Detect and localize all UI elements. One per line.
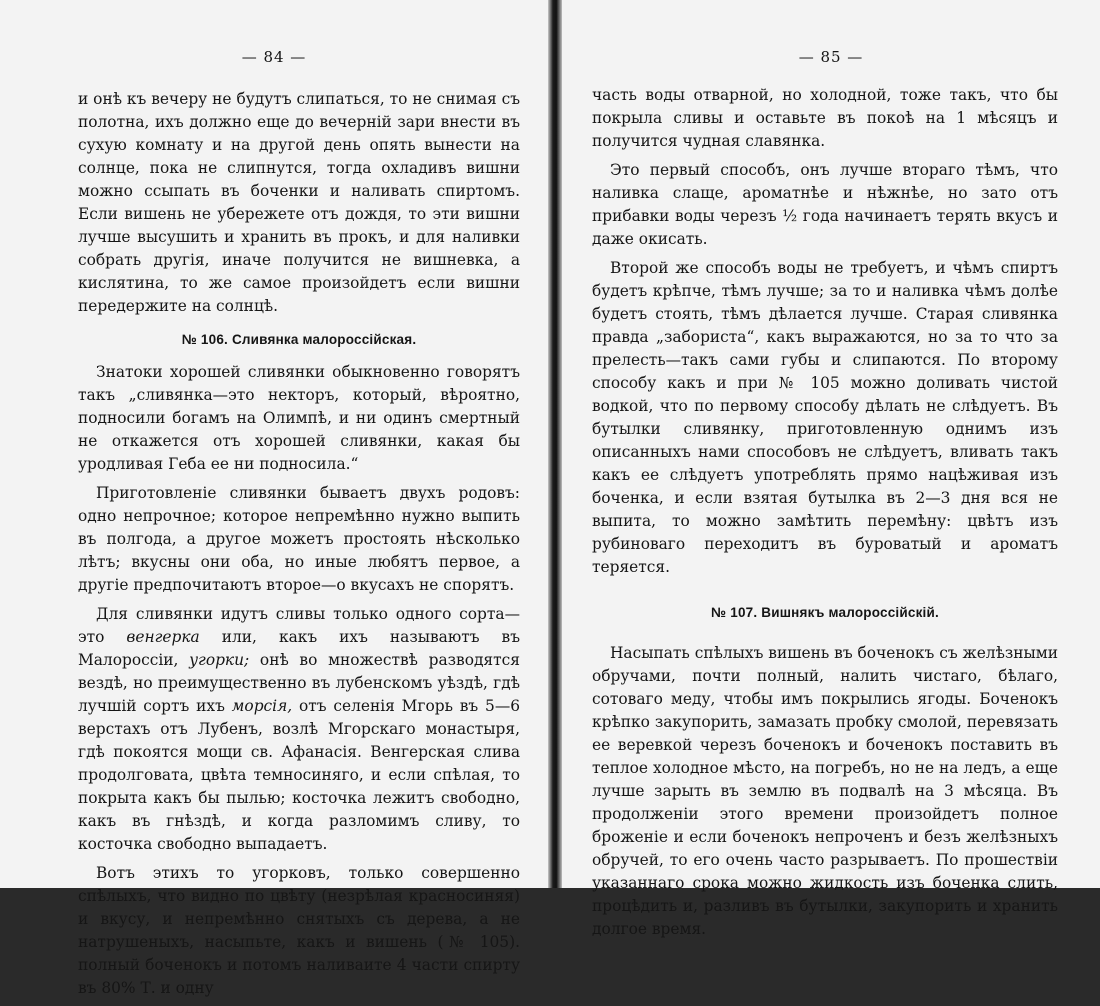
recipe-heading: № 106. Сливянка малороссійская. [181,332,417,347]
text-run: или, какъ ихъ называютъ въ Малороссіи, [78,628,520,669]
paragraph: Знатоки хорошей сливянки обыкновенно говорятъ такъ „сливянка—это некторъ, который, вѣроятно, подносили богамъ на Олимпѣ, и ни одинъ смертный не откажется отъ хорошей сливянки, какая бы уродливая Геба ее ни подносила.“ [78,363,520,473]
paragraph: Приготовленіе сливянки бываетъ двухъ родовъ: одно непрочное; которое непремѣнно нужно выпить въ полгода, а другое можетъ простоять нѣсколько лѣтъ; вкусны они оба, но иные любятъ первое, а другіе предпочитаютъ второе—о вкусахъ не спорятъ. [78,484,520,594]
page-text [78,88,520,1006]
recipe-heading: № 107. Вишнякъ малороссійскій. [711,605,939,620]
page-number: — 84 — [241,48,307,66]
left-page [0,0,548,997]
page-text [592,84,1058,947]
italic-term: морсія, [231,697,293,715]
paragraph [78,603,520,856]
book-gutter [548,0,562,888]
text-run: онѣ во множествѣ разводятся вездѣ, но преимущественно въ лубенскомъ уѣздѣ, гдѣ лучшій сортъ ихъ [78,651,520,715]
page-number: — 85 — [798,48,864,66]
paragraph: часть воды отварной, но холодной, тоже такъ, что бы покрыла сливы и оставьте въ покоѣ на 1 мѣсяцъ и получится чудная славянка. [592,86,1058,150]
paragraph: Вотъ этихъ то угорковъ, только совершенно спѣлыхъ, что видно по цвѣту (незрѣлая красносиняя) и вкусу, и непремѣнно снятыхъ съ дерева, а не натрушеныхъ, насыпьте, какъ и вишень (№ 105). полный боченокъ и потомъ наливаите 4 части спирту въ 80% Т. и одну [78,864,520,997]
right-page [562,0,1100,938]
text-run: отъ селенія Мгорь въ 5—6 верстахъ отъ Лубенъ, возлѣ Мгорскаго монастыря, гдѣ покоятся мощи св. Афанасія. Венгерская слива продолговата, цвѣта темносиняго, и если спѣлая, то покрыта какъ бы пылью; косточка лежитъ свободно, какъ въ гнѣздѣ, и когда разломимъ сливу, то косточка свободно выпадаетъ. [78,697,520,853]
italic-term: венгерка [126,628,200,646]
paragraph: и онѣ къ вечеру не будутъ слипаться, то не снимая съ полотна, ихъ должно еще до вечерній зари внести въ сухую комнату и на другой день опять вынести на солнце, пока не слипнутся, тогда охладивъ вишни можно ссыпать въ боченки и наливать спиртомъ. Если вишень не убережете отъ дождя, то эти вишни лучше высушить и хранить въ прокъ, и для наливки собрать другія, иначе получится не вишневка, а кислятина, то же самое произойдетъ если вишни передержите на солнцѣ. [78,90,520,315]
text-run: Для сливянки идутъ сливы только одного сорта—это [78,605,520,646]
paragraph: Второй же способъ воды не требуетъ, и чѣмъ спиртъ будетъ крѣпче, тѣмъ лучше; за то и наливка чѣмъ долѣе будетъ стоять, тѣмъ дѣлается лучше. Старая сливянка правда „забориста“, какъ выражаются, но за то что за прелесть—такъ сами губы и слипаются. По второму способу какъ и при № 105 можно доливать чистой водкой, что по первому способу дѣлать не слѣдуетъ. Въ бутылки сливянку, приготовленную однимъ изъ описанныхъ нами способовъ не слѣдуетъ, вливать такъ какъ ее слѣдуетъ употреблять прямо нацѣживая изъ боченка, и если взятая бутылка въ 2—3 дня вся не выпита, то можно замѣтить перемѣну: цвѣтъ изъ рубиноваго переходитъ въ буроватый и ароматъ теряется. [592,259,1058,576]
italic-term: угорки; [189,651,250,669]
paragraph: Насыпать спѣлыхъ вишень въ боченокъ съ желѣзными обручами, почти полный, налить чистаго, бѣлаго, сотоваго меду, чтобы имъ покрылись ягоды. Боченокъ крѣпко закупорить, замазать пробку смолой, перевязать ее веревкой черезъ боченокъ и боченокъ поставить въ теплое холодное мѣсто, на погребъ, но не на ледъ, а еще лучше зарыть въ землю въ подвалѣ на 3 мѣсяца. Въ продолженіи этого времени произойдетъ полное броженіе и если боченокъ непроченъ и безъ желѣзныхъ обручей, то его очень часто разрываетъ. По прошествіи указаннаго срока можно жидкость изъ боченка слить, процѣдить и, разливъ въ бутылки, закупорить и хранить долгое время. [592,644,1058,938]
paragraph: Это первый способъ, онъ лучше втораго тѣмъ, что наливка слаще, ароматнѣе и нѣжнѣе, но зато отъ прибавки воды черезъ ½ года начинаетъ терять вкусъ и даже окисать. [592,161,1058,248]
